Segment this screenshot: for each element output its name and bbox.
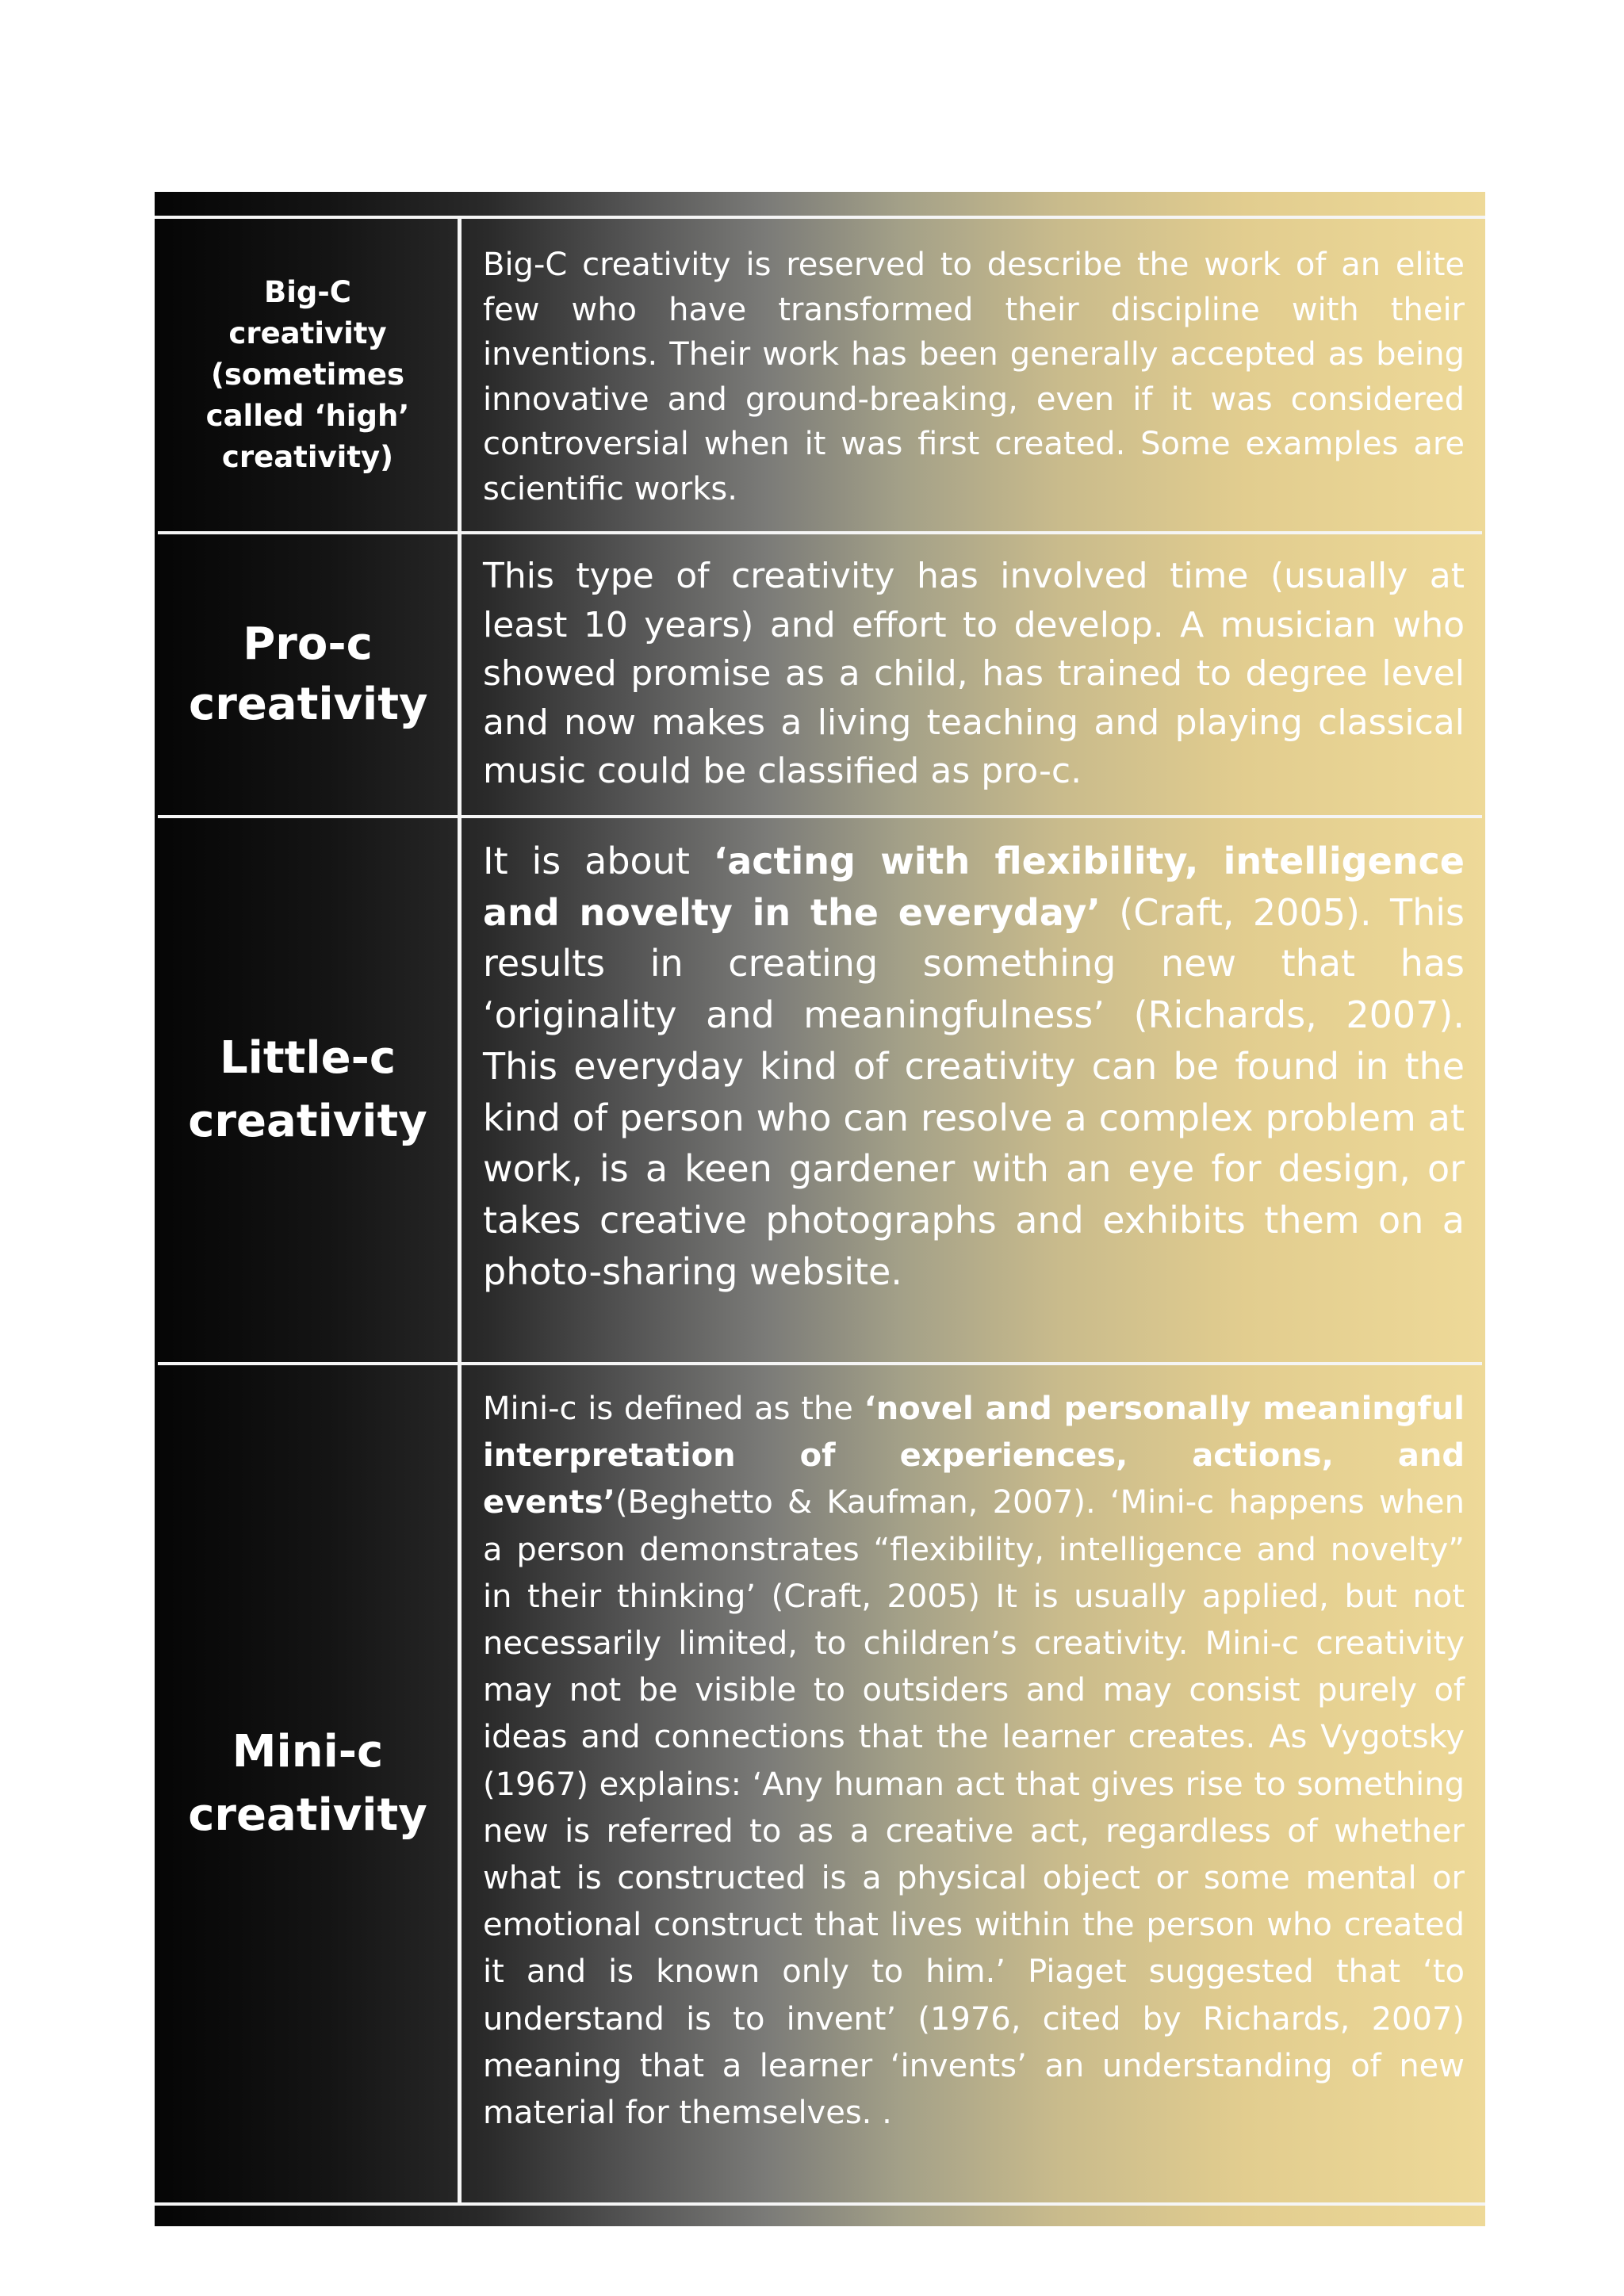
row-description-text: Big-C creativity is reserved to describe the work of an elite few who have transformed their discipline with their inventions. Their work has been generally accepted as being innovative and ground-breaking, even if it was considered controversial when it was first created. Some examples are scientific works. (483, 247, 1465, 507)
row-label (158, 534, 462, 815)
table-row-big-c (158, 219, 1482, 534)
row-label (158, 219, 462, 531)
row-description (483, 1386, 1465, 2137)
row-description-text (483, 1386, 1465, 2137)
table-row-mini-c (158, 1365, 1482, 2202)
table-row-little-c (158, 818, 1482, 1365)
description-text: (Beghetto & Kaufman, 2007). ‘Mini-c happens when a person demonstrates “flexibility, intelligence and novelty” in their thinking’ (Craft, 2005) It is usually applied, but not necessarily limited, to children’s creativity. Mini-c creativity may not be visible to outsiders and may consist purely of ideas and connections that the learner creates. As Vygotsky (1967) explains: ‘Any human act that gives rise to something new is referred to as a creative act, regardless of whether what is constructed is a physical object or some mental or emotional construct that lives within the person who created it and is known only to him.’ Piaget suggested that ‘to understand is to invent’ (1976, cited by Richards, 2007) meaning that a learner ‘invents’ an understanding of new material for themselves. . (483, 1484, 1465, 2132)
row-label (158, 1365, 462, 2202)
creativity-table (155, 192, 1485, 2226)
description-bold-quote: ‘acting with flexibility, intelligence and novelty in the everyday’ (483, 840, 1465, 934)
row-description (483, 836, 1465, 1297)
description-text: It is about (483, 840, 714, 882)
row-label-text: Big-C creativity (sometimes called ‘high’ creativity) (205, 275, 410, 474)
description-bold-quote: ‘novel and personally meaningful interpretation of experiences, actions, and events’ (483, 1391, 1465, 1521)
row-description (483, 552, 1465, 796)
description-text: Mini-c is defined as the (483, 1391, 864, 1427)
row-label (158, 818, 462, 1362)
row-description-text (483, 836, 1465, 1297)
table-row-pro-c (158, 534, 1482, 818)
row-description-text: This type of creativity has involved time (usually at least 10 years) and effort to develop. A musician who showed promise as a child, has trained to degree level and now makes a living teaching and playing classical music could be classified as pro-c. (483, 556, 1465, 791)
row-description (483, 243, 1465, 511)
row-label-text: Mini-c creativity (188, 1726, 427, 1841)
description-text: (Craft, 2005). This results in creating something new that has ‘originality and meaningfulness’ (Richards, 2007). This everyday kind of creativity can be found in the kind of person who can resolve a complex problem at work, is a keen gardener with an eye for design, or takes creative photographs and exhibits them on a photo-sharing website. (483, 890, 1465, 1293)
row-label-text: Pro-c creativity (189, 618, 428, 730)
row-label-text: Little-c creativity (188, 1032, 427, 1147)
